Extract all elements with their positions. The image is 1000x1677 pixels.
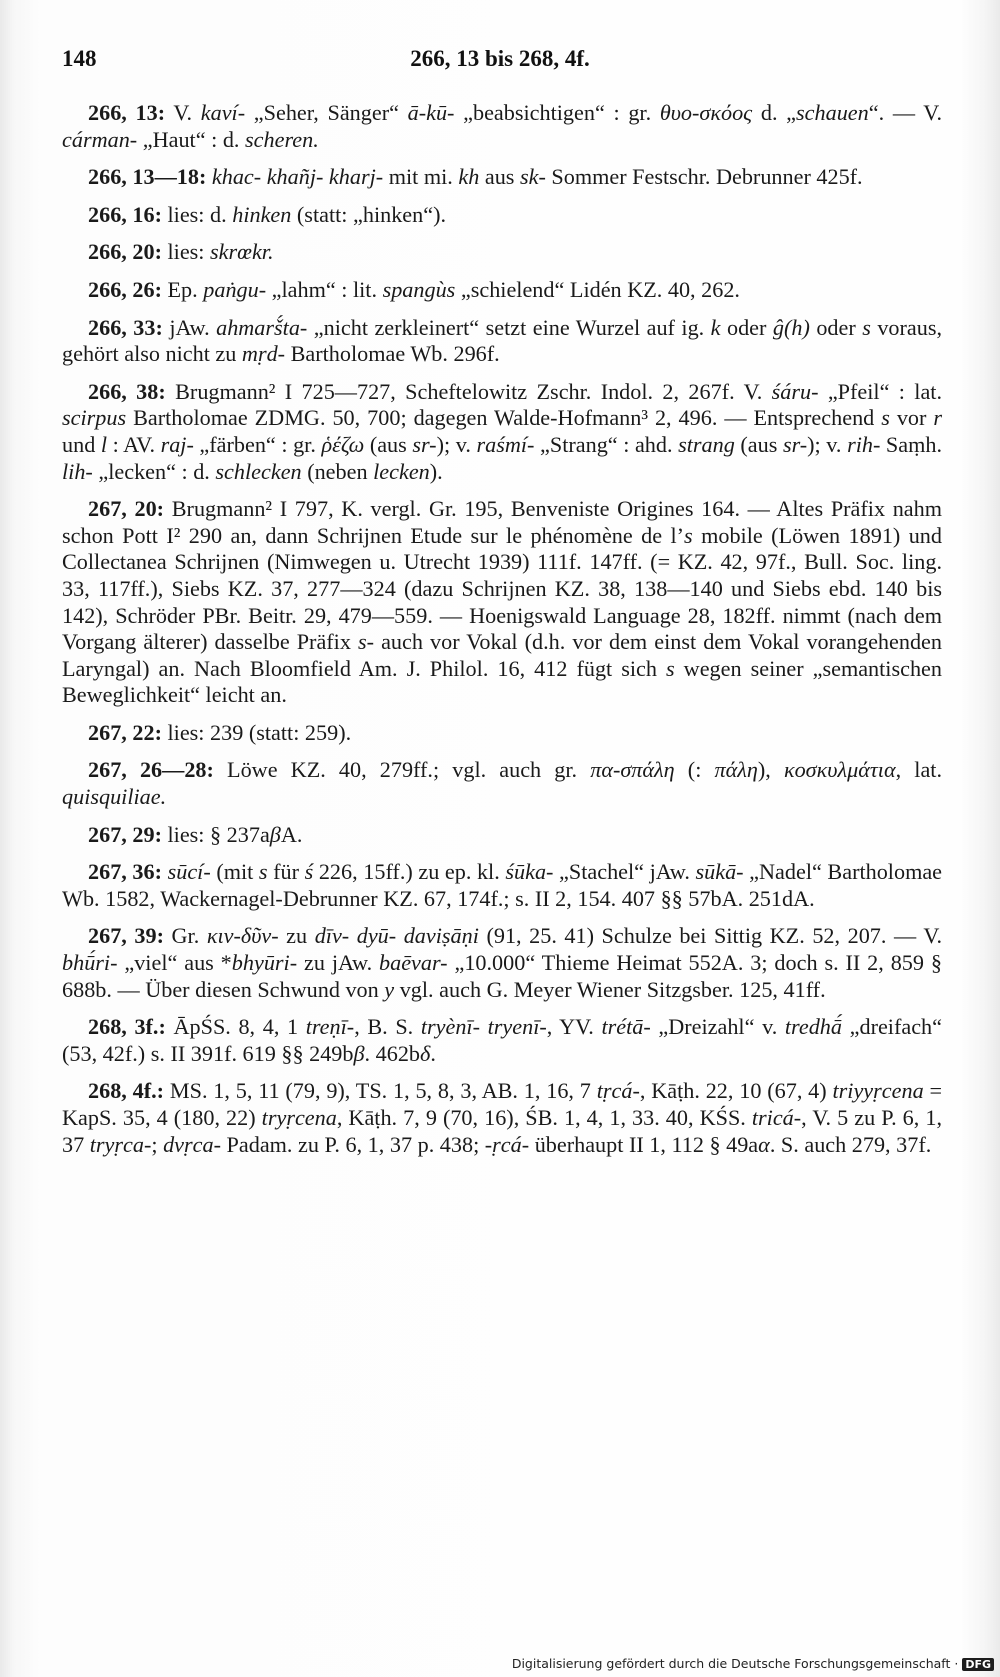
entry-ref: 267, 36: bbox=[88, 859, 162, 885]
entry bbox=[62, 100, 942, 153]
entry-ref: 267, 39: bbox=[88, 923, 164, 949]
entry bbox=[62, 923, 942, 1003]
entry-ref: 266, 20: bbox=[88, 239, 162, 265]
entry-ref: 267, 26—28: bbox=[88, 757, 214, 783]
entries-list bbox=[62, 100, 942, 1169]
entry-text: Brugmann² I 797, K. vergl. Gr. 195, Benveniste Origines 164. — Altes Präfix nahm schon Pott I² 290 an, dann Schrijnen Etude sur le phénomène de l’s mobile (Löwen 1891) und Collectanea Schrijnen (Nimwegen u. Utrecht 1939) 111f. 147ff. (= KZ. 42, 97f., Bull. Soc. ling. 33, 117ff.), Siebs KZ. 37, 277—324 (dazu Schrijnen KZ. 38, 138—140 und Siebs ebd. 140 bis 142), Schröder PBr. Beitr. 29, 479—559. — Hoenigswald Language 28, 182ff. nimmt (nach dem Vorgang älterer) dasselbe Präfix s- auch vor Vokal (d.h. vor dem einst dem Vokal vorangehenden Laryngal) an. Nach Bloomfield Am. J. Philol. 16, 412 fügt sich s wegen seiner „semantischen Beweglichkeit“ leicht an. bbox=[62, 496, 942, 708]
entry-text: Löwe KZ. 40, 279ff.; vgl. auch gr. πα-σπάλη (: πάλη), κοσκυλμάτια, lat. quisquiliae. bbox=[62, 757, 942, 810]
entry-text: MS. 1, 5, 11 (79, 9), TS. 1, 5, 8, 3, AB. 1, 16, 7 tṛcá-, Kāṭh. 22, 10 (67, 4) triyyṛcena = KapS. 35, 4 (180, 22) tryṛcena, Kāṭh. 7, 9 (70, 16), ŚB. 1, 4, 1, 33. 40, KŚS. tricá-, V. 5 zu P. 6, 1, 37 tryṛca-; dvṛca- Padam. zu P. 6, 1, 37 p. 438; -ṛcá- überhaupt II 1, 112 § 49aα. S. auch 279, 37f. bbox=[62, 1078, 942, 1157]
entry-text: ĀpŚS. 8, 4, 1 treṇī-, B. S. tryènī- tryenī-, YV. trétā- „Dreizahl“ v. tredhā́ „dreifach“ (53, 42f.) s. II 391f. 619 §§ 249bβ. 462bδ. bbox=[62, 1014, 942, 1066]
entry bbox=[62, 757, 942, 810]
entry-ref: 266, 26: bbox=[88, 276, 162, 302]
entry-text: Ep. paṅgu- „lahm“ : lit. spangùs „schielend“ Lidén KZ. 40, 262. bbox=[167, 276, 740, 302]
entry-ref: 268, 4f.: bbox=[88, 1078, 165, 1104]
page-title: 266, 13 bis 268, 4f. bbox=[410, 46, 590, 71]
entry bbox=[62, 239, 942, 266]
entry bbox=[62, 277, 942, 304]
entry-ref: 266, 33: bbox=[88, 314, 163, 340]
entry bbox=[62, 859, 942, 912]
entry bbox=[62, 1014, 942, 1067]
entry-ref: 268, 3f.: bbox=[88, 1014, 166, 1040]
entry-text: V. kaví- „Seher, Sänger“ ā-kū- „beabsichtigen“ : gr. θυο-σκόος d. „schauen“. — V. cárman- „Haut“ : d. scheren. bbox=[62, 100, 942, 152]
entry-text: sūcí- (mit s für ś 226, 15ff.) zu ep. kl. śūka- „Stachel“ jAw. sūkā- „Nadel“ Bartholomae Wb. 1582, Wackernagel-Debrunner KZ. 67, 174f.; s. II 2, 154. 407 §§ 57bA. 251dA. bbox=[62, 859, 943, 911]
entry bbox=[62, 379, 942, 485]
entry bbox=[62, 164, 942, 191]
entry bbox=[62, 720, 942, 747]
entry bbox=[62, 1078, 942, 1158]
entry-ref: 266, 13—18: bbox=[88, 164, 207, 190]
entry-text: khac- khañj- kharj- mit mi. kh aus sk- Sommer Festschr. Debrunner 425f. bbox=[211, 164, 863, 190]
footer-text: Digitalisierung gefördert durch die Deutsche Forschungsgemeinschaft · bbox=[511, 1656, 959, 1671]
entry-ref: 266, 16: bbox=[88, 201, 162, 227]
entry-ref: 266, 13: bbox=[88, 100, 166, 125]
entry-text: lies: skrœkr. bbox=[167, 239, 274, 265]
entry-text: jAw. ahmarš́ta- „nicht zerkleinert“ setzt eine Wurzel auf ig. k oder ĝ(h) oder s voraus, gehört also nicht zu mṛd- Bartholomae Wb. 296f. bbox=[62, 314, 943, 367]
entry-text: Brugmann² I 725—727, Scheftelowitz Zschr. Indol. 2, 267f. V. śáru- „Pfeil“ : lat. scirpus Bartholomae ZDMG. 50, 700; dagegen Walde-Hofmann³ 2, 496. — Entsprechend s vor r und l : AV. raj- „färben“ : gr. ῥέζω (aus sr-); v. raśmí- „Strang“ : ahd. strang (aus sr-); v. rih- Saṃh. lih- „lecken“ : d. schlecken (neben lecken). bbox=[62, 378, 943, 484]
entry-ref: 267, 20: bbox=[88, 496, 165, 522]
entry bbox=[62, 496, 942, 709]
entry bbox=[62, 202, 942, 229]
entry-text: Gr. κιν-δῦν- zu dīv- dyū- daviṣāṇi (91, 25. 41) Schulze bei Sittig KZ. 52, 207. — V. bhū́ri- „viel“ aus *bhyūri- zu jAw. baēvar- „10.000“ Thieme Heimat 552A. 3; doch s. II 2, 859 § 688b. — Über diesen Schwund von y vgl. auch G. Meyer Wiener Sitzgsber. 125, 41ff. bbox=[62, 923, 943, 1002]
entry-ref: 266, 38: bbox=[88, 378, 166, 404]
footer-credit bbox=[0, 1656, 994, 1671]
entry bbox=[62, 822, 942, 849]
page-number: 148 bbox=[62, 46, 97, 71]
running-header bbox=[62, 46, 938, 78]
entry-text: lies: § 237aβA. bbox=[167, 821, 303, 847]
dfg-logo: DFG bbox=[962, 1658, 994, 1671]
entry-ref: 267, 29: bbox=[88, 821, 162, 847]
entry-text: lies: d. hinken (statt: „hinken“). bbox=[167, 201, 447, 227]
entry bbox=[62, 315, 942, 368]
entry-ref: 267, 22: bbox=[88, 719, 162, 745]
entry-text: lies: 239 (statt: 259). bbox=[167, 719, 352, 745]
